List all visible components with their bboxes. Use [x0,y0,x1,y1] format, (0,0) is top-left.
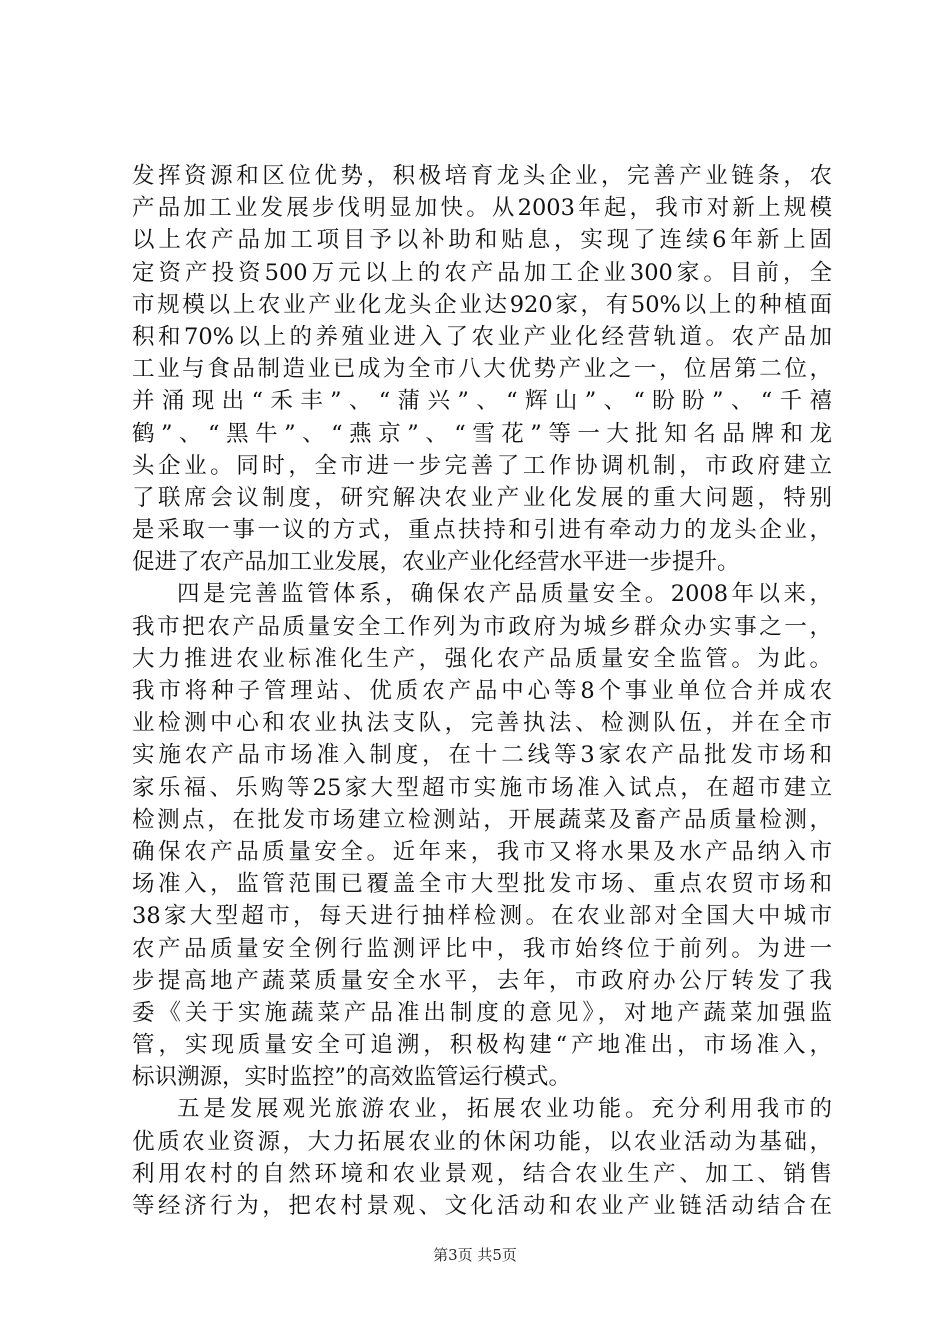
text-line: 市规模以上农业产业化龙头企业达920家，有50%以上的种植面 [132,291,832,318]
text-line: 利用农村的自然环境和农业景观，结合农业生产、加工、销售 [132,1160,832,1187]
text-line: 工业与食品制造业已成为全市八大优势产业之一，位居第二位， [132,356,832,383]
page-number-label: 第3页 共5页 [433,1246,517,1264]
page-footer [0,1245,950,1265]
text-line: 标识溯源，实时监控”的高效监管运行模式。 [132,1064,572,1091]
paragraph-start: 四是完善监管体系，确保农产品质量安全。2008年以来， [177,581,832,608]
text-line: 我市把农产品质量安全工作列为市政府为城乡群众办实事之一， [132,613,832,640]
text-line: 发挥资源和区位优势，积极培育龙头企业，完善产业链条，农 [132,163,832,189]
text-line: 委《关于实施蔬菜产品准出制度的意见》，对地产蔬菜加强监 [132,999,832,1026]
text-line: 定资产投资500万元以上的农产品加工企业300家。目前，全 [132,259,832,286]
text-line: 以上农产品加工项目予以补助和贴息，实现了连续6年新上固 [132,227,832,254]
text-line: 并涌现出“禾丰”、“蒲兴”、“辉山”、“盼盼”、“千禧 [132,388,832,415]
text-line: 农产品质量安全例行监测评比中，我市始终位于前列。为进一 [132,935,832,962]
text-line: 是采取一事一议的方式，重点扶持和引进有牵动力的龙头企业， [132,517,832,544]
text-line: 步提高地产蔬菜质量安全水平，去年，市政府办公厅转发了我 [132,967,832,994]
text-line: 等经济行为，把农村景观、文化活动和农业产业链活动结合在 [132,1193,832,1219]
text-line: 家乐福、乐购等25家大型超市实施市场准入试点，在超市建立 [132,774,832,801]
paragraph-start: 五是发展观光旅游农业，拓展农业功能。充分利用我市的 [177,1096,832,1123]
text-line: 头企业。同时，全市进一步完善了工作协调机制，市政府建立 [132,452,832,479]
text-line: 检测点，在批发市场建立检测站，开展蔬菜及畜产品质量检测， [132,806,832,833]
text-line: 促进了农产品加工业发展，农业产业化经营水平进一步提升。 [132,549,740,576]
text-line: 积和70%以上的养殖业进入了农业产业化经营轨道。农产品加 [132,323,832,350]
text-line: 大力推进农业标准化生产，强化农产品质量安全监管。为此。 [132,645,832,672]
text-line: 实施农产品市场准入制度，在十二线等3家农产品批发市场和 [132,742,832,769]
text-line: 我市将种子管理站、优质农产品中心等8个事业单位合并成农 [132,678,832,704]
text-line: 场准入，监管范围已覆盖全市大型批发市场、重点农贸市场和 [132,871,832,898]
text-line: 管，实现质量安全可追溯，积极构建“产地准出，市场准入， [132,1032,832,1059]
text-line: 38家大型超市，每天进行抽样检测。在农业部对全国大中城市 [132,903,832,930]
text-line: 鹤”、“黑牛”、“燕京”、“雪花”等一大批知名品牌和龙 [132,420,832,447]
text-line: 业检测中心和农业执法支队，完善执法、检测队伍，并在全市 [132,710,832,737]
text-line: 优质农业资源，大力拓展农业的休闲功能，以农业活动为基础， [132,1128,832,1155]
body-text [132,160,832,1222]
text-line: 了联席会议制度，研究解决农业产业化发展的重大问题，特别 [132,484,832,511]
text-line: 确保农产品质量安全。近年来，我市又将水果及水产品纳入市 [132,838,832,865]
text-line: 产品加工业发展步伐明显加快。从2003年起，我市对新上规模 [132,195,832,222]
